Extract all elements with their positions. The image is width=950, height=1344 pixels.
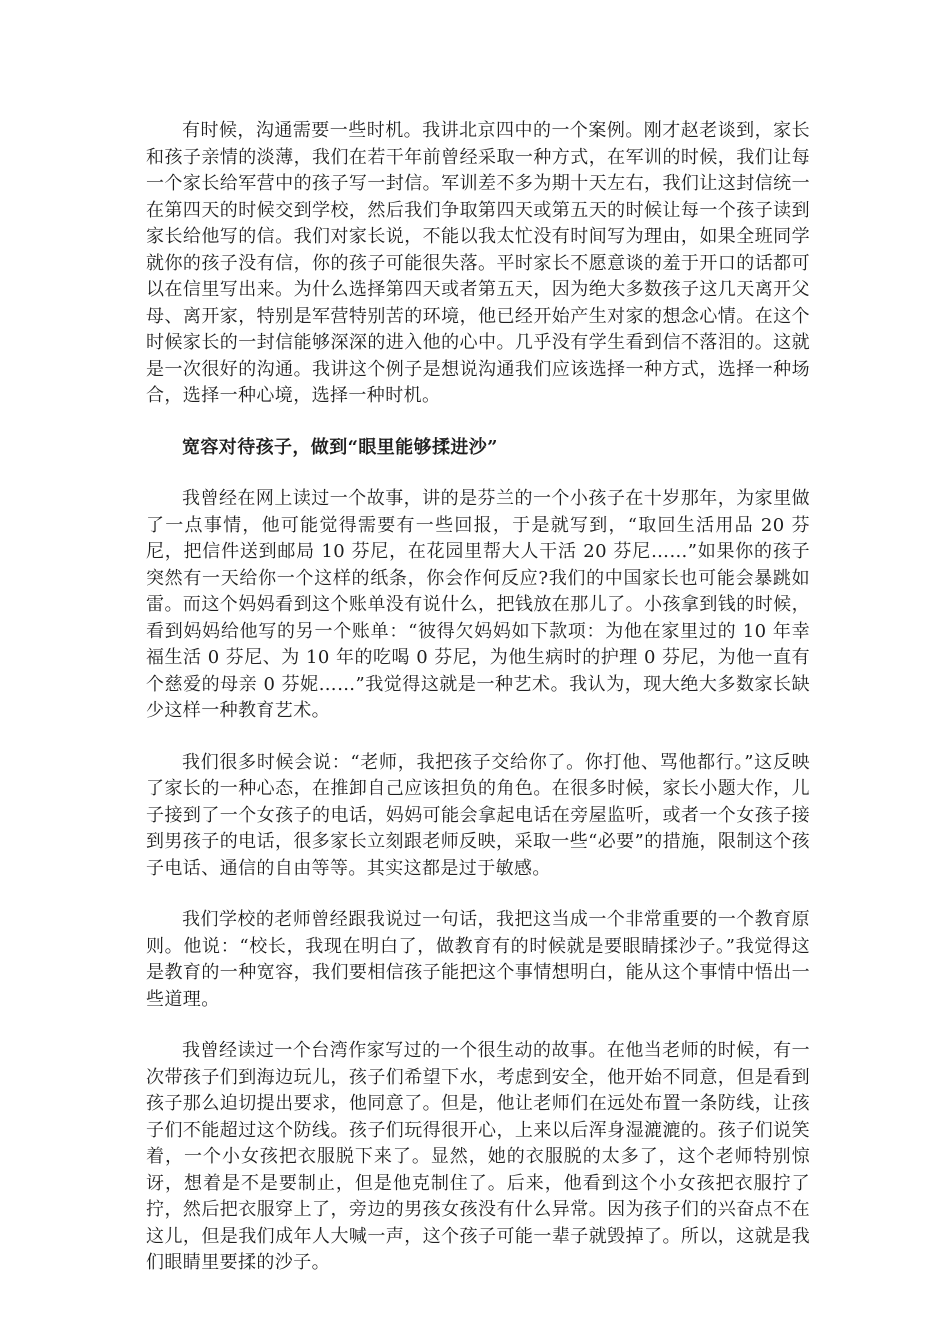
paragraph-taiwan-story: 我曾经读过一个台湾作家写过的一个很生动的故事。在他当老师的时候，有一次带孩子们到海边玩儿，孩子们希望下水，考虑到安全，他开始不同意，但是看到孩子那么迫切提出要求，他同意了。但是，他让老师们在远处布置一条防线，让孩子们不能超过这个防线。孩子们玩得很开心，上来以后浑身湿漉漉的。孩子们说笑着，一个小女孩把衣服脱下来了。显然，她的衣服脱的太多了，这个老师特别惊讶，想着是不是要制止，但是他克制住了。后来，他看到这个小女孩把衣服拧了拧，然后把衣服穿上了，旁边的男孩女孩没有什么异常。因为孩子们的兴奋点不在这儿，但是我们成年人大喊一声，这个孩子可能一辈子就毁掉了。所以，这就是我们眼睛里要揉的沙子。 xyxy=(146,1040,810,1273)
document-page xyxy=(146,118,810,1277)
paragraph-finnish-story: 我曾经在网上读过一个故事，讲的是芬兰的一个小孩子在十岁那年，为家里做了一点事情，他可能觉得需要有一些回报，于是就写到，“取回生活用品 20 芬尼，把信件送到邮局 10 芬尼，在花园里帮大人干活 20 芬尼……”如果你的孩子突然有一天给你一个这样的纸条，你会作何反应?我们的中国家长也可能会暴跳如雷。而这个妈妈看到这个账单没有说什么，把钱放在那儿了。小孩拿到钱的时候，看到妈妈给他写的另一个账单：“彼得欠妈妈如下款项：为他在家里过的 10 年幸福生活 0 芬尼、为 10 年的吃喝 0 芬尼，为他生病时的护理 0 芬尼，为他一直有个慈爱的母亲 0 芬妮……”我觉得这就是一种艺术。我认为，现大绝大多数家长缺少这样一种教育艺术。 xyxy=(146,488,810,721)
paragraph-gap xyxy=(146,461,810,486)
paragraph-teacher-principle: 我们学校的老师曾经跟我说过一句话，我把这当成一个非常重要的一个教育原则。他说：“校长，我现在明白了，做教育有的时候就是要眼睛揉沙子。”我觉得这是教育的一种宽容，我们要相信孩子能把这个事情想明白，能从这个事情中悟出一些道理。 xyxy=(146,909,810,1010)
paragraph-gap xyxy=(146,882,810,907)
paragraph-gap xyxy=(146,410,810,435)
paragraph-parent-attitude: 我们很多时候会说：“老师，我把孩子交给你了。你打他、骂他都行。”这反映了家长的一种心态，在推卸自己应该担负的角色。在很多时候，家长小题大作，儿子接到了一个女孩子的电话，妈妈可能会拿起电话在旁屋监听，或者一个女孩子接到男孩子的电话，很多家长立刻跟老师反映，采取一些“必要”的措施，限制这个孩子电话、通信的自由等等。其实这都是过于敏感。 xyxy=(146,751,810,879)
paragraph-communication-timing: 有时候，沟通需要一些时机。我讲北京四中的一个案例。刚才赵老谈到，家长和孩子亲情的淡薄，我们在若干年前曾经采取一种方式，在军训的时候，我们让每一个家长给军营中的孩子写一封信。军训差不多为期十天左右，我们让这封信统一在第四天的时候交到学校，然后我们争取第四天或第五天的时候让每一个孩子读到家长给他写的信。我们对家长说，不能以我太忙没有时间写为理由，如果全班同学就你的孩子没有信，你的孩子可能很失落。平时家长不愿意谈的羞于开口的话都可以在信里写出来。为什么选择第四天或者第五天，因为绝大多数孩子这几天离开父母、离开家，特别是军营特别苦的环境，他已经开始产生对家的想念心情。在这个时候家长的一封信能够深深的进入他的心中。几乎没有学生看到信不落泪的。这就是一次很好的沟通。我讲这个例子是想说沟通我们应该选择一种方式，选择一种场合，选择一种心境，选择一种时机。 xyxy=(146,120,810,406)
section-heading: 宽容对待孩子，做到“眼里能够揉进沙” xyxy=(182,436,498,458)
paragraph-gap xyxy=(146,725,810,750)
paragraph-gap xyxy=(146,1013,810,1038)
